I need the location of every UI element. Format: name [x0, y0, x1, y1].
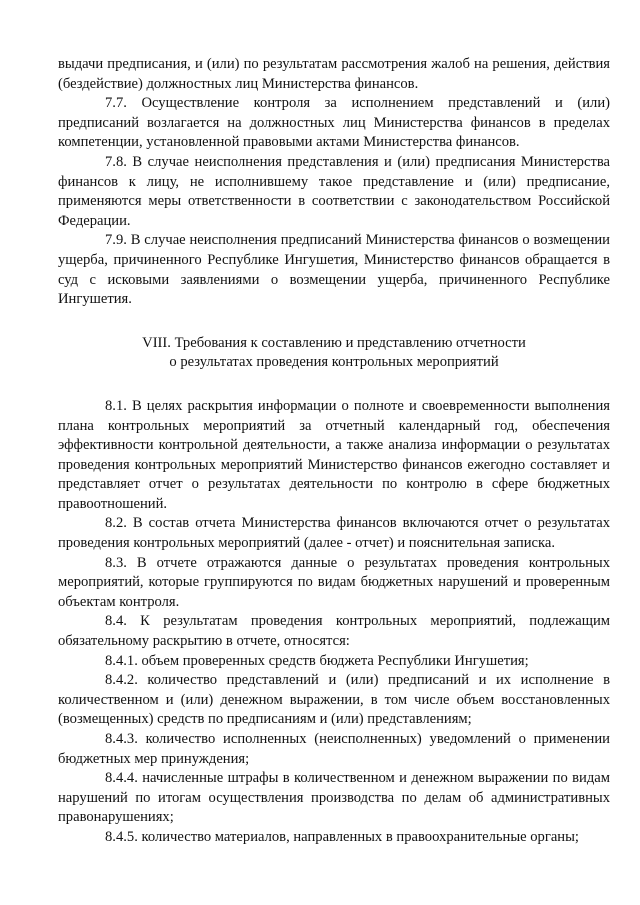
section-heading-line1: VIII. Требования к составлению и представлению отчетности: [142, 334, 526, 351]
paragraph-7-7: 7.7. Осуществление контроля за исполнением представлений и (или) предписаний возлагается на должностных лиц Министерства финансов в пределах компетенции, установленной правовыми актами Министерства финансов.: [58, 95, 610, 151]
paragraph-8-3: 8.3. В отчете отражаются данные о результатах проведения контрольных мероприятий, которые группируются по видам бюджетных нарушений и проверенным объектам контроля.: [58, 554, 610, 610]
paragraph-8-2: 8.2. В состав отчета Министерства финансов включаются отчет о результатах проведения контрольных мероприятий (далее - отчет) и пояснительная записка.: [58, 515, 610, 552]
section-heading: [58, 334, 610, 373]
paragraph-8-4-4: 8.4.4. начисленные штрафы в количественном и денежном выражении по видам нарушений по итогам осуществления производства по делам об административных правонарушениях;: [58, 770, 610, 826]
paragraph-8-4-2: 8.4.2. количество представлений и (или) предписаний и их исполнение в количественном и (или) денежном выражении, в том числе объем восстановленных (возмещенных) средств по предписаниям и (или) представлениям;: [58, 672, 610, 728]
paragraph-8-4-5: 8.4.5. количество материалов, направленных в правоохранительные органы;: [105, 828, 579, 845]
paragraph-8-1: 8.1. В целях раскрытия информации о полноте и своевременности выполнения плана контрольных мероприятий за отчетный календарный год, обеспечения эффективности контрольной деятельности, а также анализа информации о результатах проведения контрольных мероприятий Министерство финансов ежегодно составляет и представляет отчет о результатах деятельности по контролю в сфере бюджетных правоотношений.: [58, 397, 610, 512]
paragraph-8-4-1: 8.4.1. объем проверенных средств бюджета Республики Ингушетия;: [105, 652, 529, 669]
document-page: [58, 55, 610, 848]
paragraph-8-4-3: 8.4.3. количество исполненных (неисполненных) уведомлений о применении бюджетных мер принуждения;: [58, 731, 610, 767]
paragraph-7-9: 7.9. В случае неисполнения предписаний Министерства финансов о возмещении ущерба, причиненного Республике Ингушетия, Министерство финансов обращается в суд с исковыми заявлениями о возмещении ущерба, причиненного Республике Ингушетия.: [58, 232, 610, 308]
paragraph-continuation: выдачи предписания, и (или) по результатам рассмотрения жалоб на решения, действия (бездействие) должностных лиц Министерства финансов.: [58, 56, 610, 92]
section-heading-line2: о результатах проведения контрольных мероприятий: [169, 354, 499, 371]
paragraph-8-4: 8.4. К результатам проведения контрольных мероприятий, подлежащим обязательному раскрытию в отчете, относятся:: [58, 613, 610, 650]
paragraph-7-8: 7.8. В случае неисполнения представления и (или) предписания Министерства финансов к лицу, не исполнившему такое представление и (или) предписание, применяются меры ответственности в соответствии с законодательством Российской Федерации.: [58, 153, 610, 229]
